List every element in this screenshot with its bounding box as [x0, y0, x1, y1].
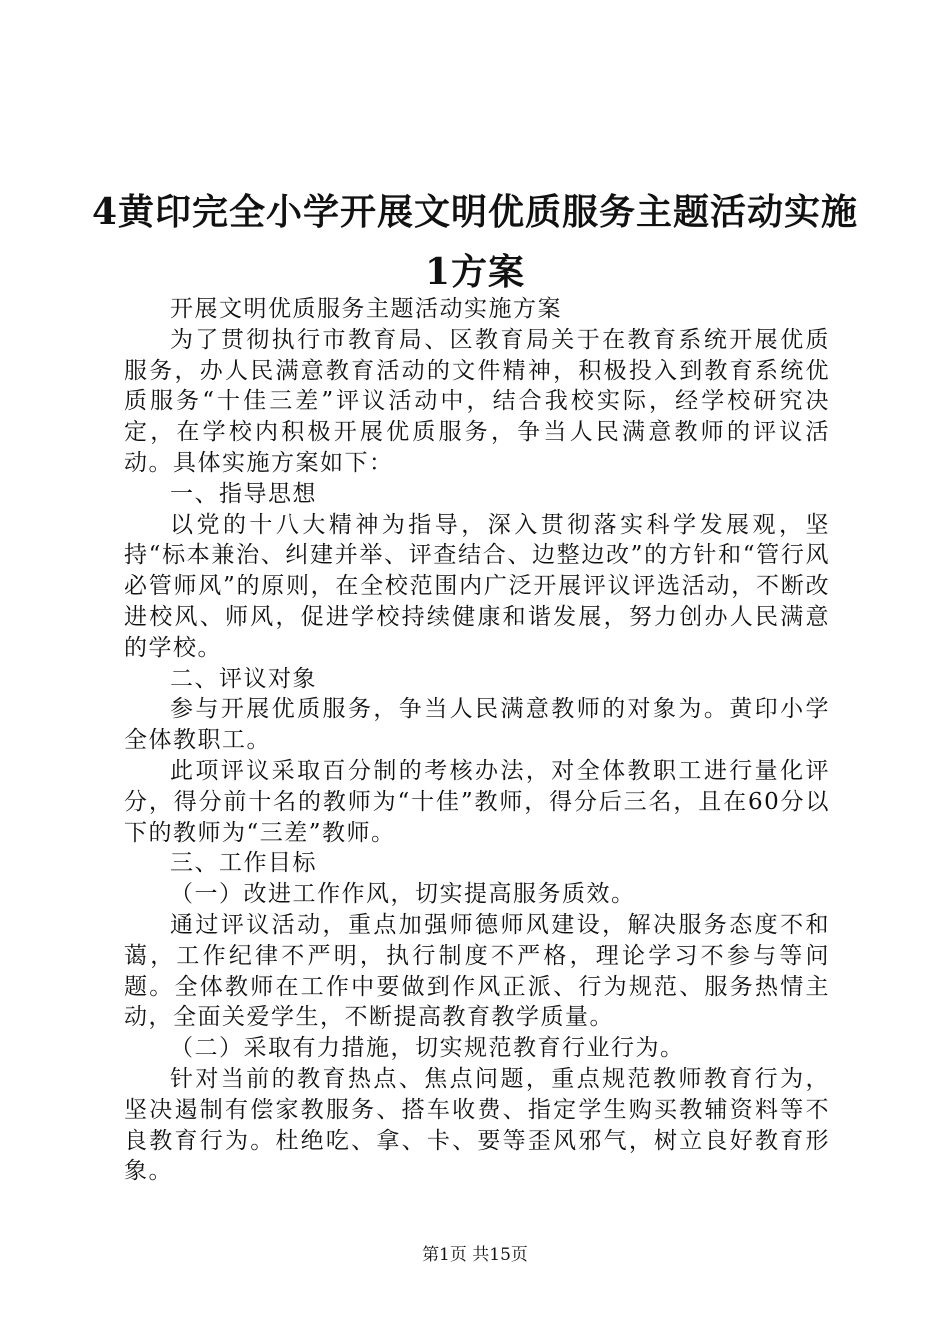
subheading-improve-style: （一）改进工作作风，切实提高服务质效。 — [170, 881, 636, 908]
document-title: 4黄印完全小学开展文明优质服务主题活动实施1方案 — [91, 191, 859, 293]
document-body — [124, 294, 830, 1187]
section-heading-review-target: 二、评议对象 — [170, 665, 317, 692]
paragraph-guiding-ideology: 以党的十八大精神为指导，深入贯彻落实科学发展观，坚持“标本兼治、纠建并举、评查结合、边整边改”的方针和“管行风必管师风”的原则，在全校范围内广泛开展评议评选活动，不断改进校风、师风，促进学校持续健康和谐发展，努力创办人民满意的学校。 — [124, 511, 830, 661]
paragraph-intro: 为了贯彻执行市教育局、区教育局关于在教育系统开展优质服务，办人民满意教育活动的文件精神，积极投入到教育系统优质服务“十佳三差”评议活动中，结合我校实际，经学校研究决定，在学校内积极开展优质服务，争当人民满意教师的评议活动。具体实施方案如下： — [124, 326, 830, 476]
section-heading-guiding-ideology: 一、指导思想 — [170, 480, 317, 507]
paragraph-improve-style: 通过评议活动，重点加强师德师风建设，解决服务态度不和蔼，工作纪律不严明，执行制度不严格，理论学习不参与等问题。全体教师在工作中要做到作风正派、行为规范、服务热情主动，全面关爱学生，不断提高教育教学质量。 — [124, 911, 830, 1031]
paragraph-review-target: 参与开展优质服务，争当人民满意教师的对象为。黄印小学全体教职工。 — [124, 696, 830, 754]
section-heading-work-goals: 三、工作目标 — [170, 850, 317, 877]
subheading-regulate-behavior: （二）采取有力措施，切实规范教育行业行为。 — [170, 1035, 685, 1062]
paragraph-subtitle: 开展文明优质服务主题活动实施方案 — [170, 296, 562, 322]
page-footer — [0, 1245, 950, 1265]
paragraph-regulate-behavior: 针对当前的教育热点、焦点问题，重点规范教师教育行为，坚决遏制有偿家教服务、搭车收费、指定学生购买教辅资料等不良教育行为。杜绝吃、拿、卡、要等歪风邪气，树立良好教育形象。 — [124, 1065, 830, 1185]
page-number-label: 第1页 共15页 — [422, 1245, 528, 1265]
paragraph-scoring-method: 此项评议采取百分制的考核办法，对全体教职工进行量化评分，得分前十名的教师为“十佳”教师，得分后三名，且在60分以下的教师为“三差”教师。 — [124, 757, 830, 846]
